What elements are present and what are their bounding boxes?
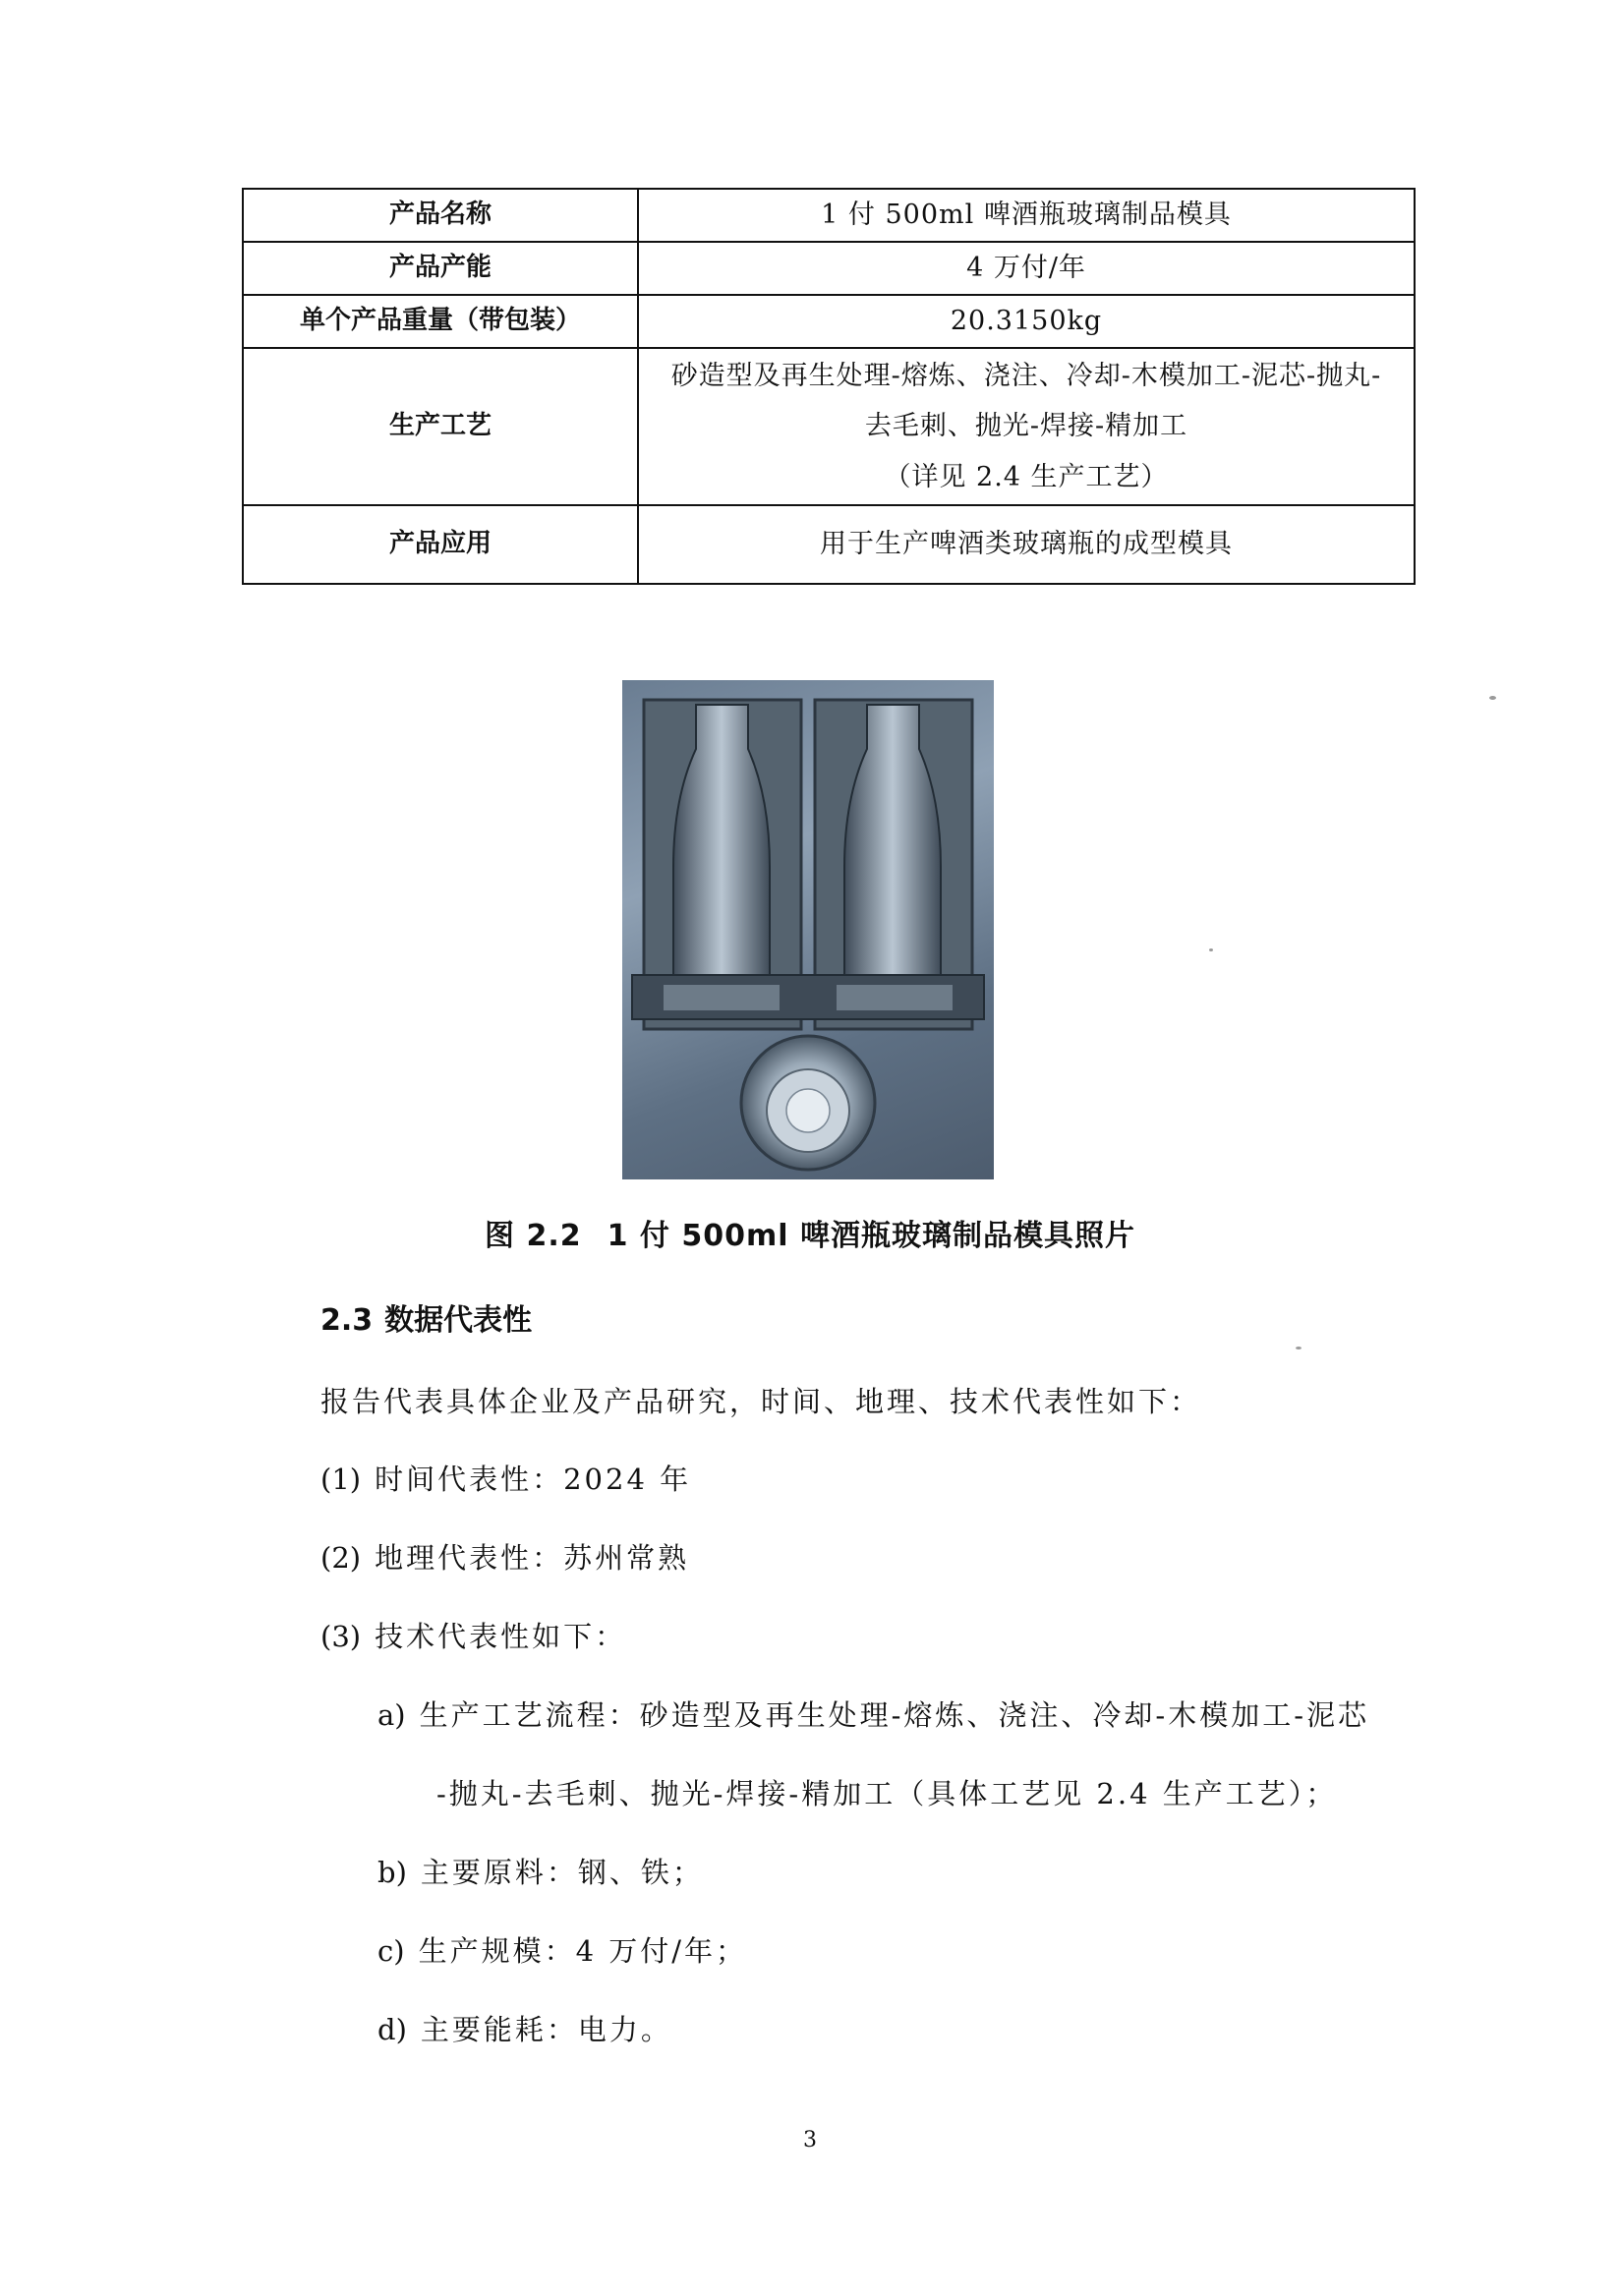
page-number: 3	[803, 2128, 817, 2152]
sub-list-item	[377, 1851, 704, 1891]
table-value-line: 20.3150kg	[950, 306, 1103, 337]
figure-caption-text: 1 付 500ml 啤酒瓶玻璃制品模具照片	[607, 1219, 1135, 1253]
figure-caption	[0, 1211, 1620, 1254]
list-item-text: 生产规模：4 万付/年；	[418, 1934, 748, 1968]
list-marker: (2)	[320, 1541, 362, 1575]
section-title: 数据代表性	[384, 1303, 533, 1338]
list-marker: c)	[377, 1934, 405, 1968]
table-value-cell	[638, 505, 1415, 584]
product-spec-table	[242, 188, 1416, 585]
scan-speck	[1489, 696, 1496, 700]
table-row	[243, 295, 1415, 348]
list-marker: (3)	[320, 1620, 362, 1653]
table-value-cell	[638, 189, 1415, 242]
table-label-cell: 生产工艺	[243, 348, 638, 505]
list-marker: d)	[377, 2013, 407, 2046]
table-value-line: 砂造型及再生处理-熔炼、浇注、冷却-木模加工-泥芯-抛丸-	[670, 361, 1382, 392]
list-marker: (1)	[320, 1463, 362, 1496]
sub-list-item-continuation: -抛丸-去毛刺、抛光-焊接-精加工（具体工艺见 2.4 生产工艺）；	[436, 1777, 1338, 1810]
scan-speck	[1296, 1347, 1302, 1349]
list-item-text: 主要原料：钢、铁；	[420, 1856, 704, 1889]
sub-list-item	[377, 2008, 672, 2048]
list-item	[320, 1458, 691, 1498]
table-value-line: 1 付 500ml 啤酒瓶玻璃制品模具	[821, 200, 1232, 231]
section-heading	[320, 1295, 532, 1339]
table-label-cell: 产品产能	[243, 242, 638, 295]
sub-list-item	[377, 1693, 1369, 1734]
table-value-line: 4 万付/年	[966, 253, 1086, 284]
table-row	[243, 242, 1415, 295]
table-label-cell: 单个产品重量（带包装）	[243, 295, 638, 348]
table-row	[243, 348, 1415, 505]
mold-photo	[622, 680, 994, 1179]
list-marker: a)	[377, 1698, 406, 1732]
section-number: 2.3	[320, 1303, 374, 1338]
list-item	[320, 1536, 689, 1577]
figure-number: 图 2.2	[485, 1219, 582, 1253]
section-intro: 报告代表具体企业及产品研究，时间、地理、技术代表性如下：	[320, 1385, 1202, 1418]
table-row	[243, 189, 1415, 242]
table-label-cell: 产品名称	[243, 189, 638, 242]
list-item-text: 生产工艺流程：砂造型及再生处理-熔炼、浇注、冷却-木模加工-泥芯	[419, 1698, 1370, 1732]
list-item-text: 时间代表性：2024 年	[375, 1463, 692, 1496]
sub-list-item	[377, 1929, 747, 1970]
table-value-line: （详见 2.4 生产工艺）	[884, 461, 1169, 492]
mold-illustration	[622, 680, 994, 1179]
table-value-line: 用于生产啤酒类玻璃瓶的成型模具	[820, 529, 1233, 560]
table-value-cell	[638, 242, 1415, 295]
list-item-text: 技术代表性如下：	[375, 1620, 627, 1653]
table-label-cell: 产品应用	[243, 505, 638, 584]
list-item-text: 主要能耗：电力。	[420, 2013, 672, 2046]
table-row	[243, 505, 1415, 584]
list-item	[320, 1615, 626, 1655]
table-value-cell	[638, 295, 1415, 348]
list-marker: b)	[377, 1856, 407, 1889]
table-value-line: 去毛刺、抛光-焊接-精加工	[864, 411, 1188, 442]
table-value-cell	[638, 348, 1415, 505]
scan-speck	[1209, 948, 1213, 951]
list-item-text: 地理代表性：苏州常熟	[375, 1541, 690, 1575]
